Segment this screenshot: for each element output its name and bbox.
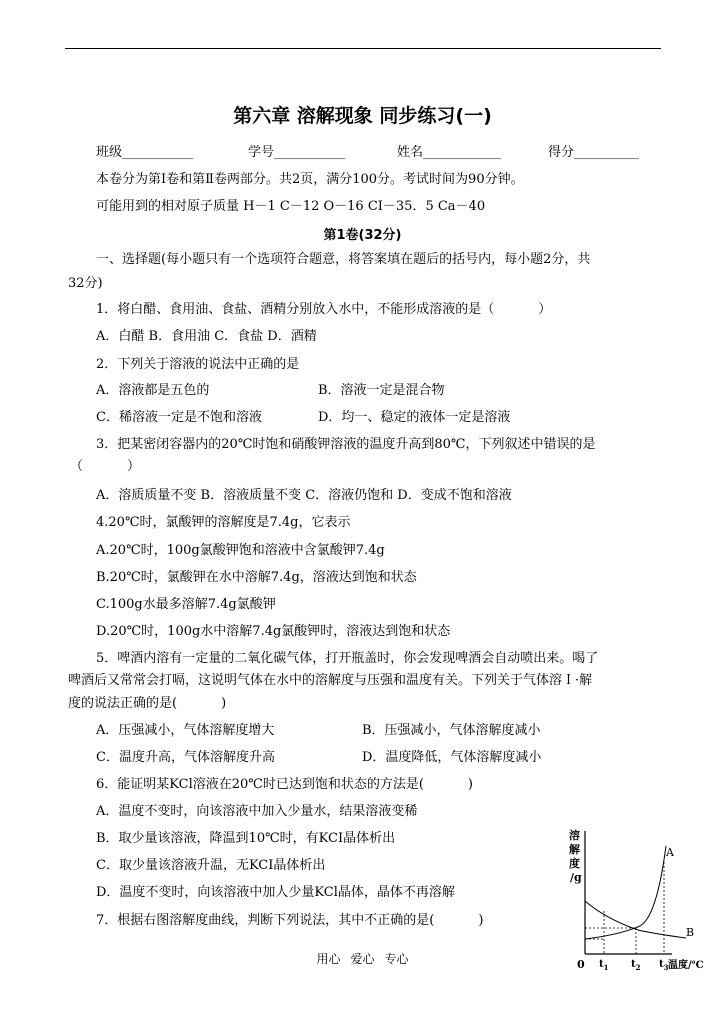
q5-option-b: B．压强减小，气体溶解度减小 (362, 723, 541, 738)
q6-close-paren: ) (467, 777, 473, 792)
instruction-line-1: 一、选择题(每小题只有一个选项符合题意，将答案填在题后的括号内，每小题2分，共 (96, 252, 591, 267)
q3-paren (70, 458, 140, 476)
origin-label: 0 (577, 958, 585, 971)
y-axis-label-3: 度 (569, 857, 580, 870)
q7-close-paren: ) (478, 913, 484, 928)
q2-option-b: B．溶液一定是混合物 (318, 383, 445, 398)
q2-stem: 2．下列关于溶液的说法中正确的是 (96, 357, 300, 372)
page-title: 第六章 溶解现象 同步练习(一) (233, 105, 492, 127)
q5-line-3 (68, 695, 226, 713)
q7-stem-text: 7．根据右图溶解度曲线，判断下列说法，其中不正确的是( (96, 913, 435, 928)
q6-option-d: D．温度不变时，向该溶液中加人少量KCl晶体，晶体不再溶解 (96, 885, 455, 900)
q5-option-a: A．压强减小，气体溶解度增大 (96, 723, 275, 738)
q5-line-3-text: 度的说法正确的是( (68, 696, 178, 711)
q2-option-c: C．稀溶液一定是不饱和溶液 (96, 410, 262, 425)
footer-word-2: 爱心 (350, 952, 375, 966)
tick-label-t2-sub: 2 (635, 963, 641, 972)
q5-line-2: 啤酒后又常常会打嗝，这说明气体在水中的溶解度与压强和温度有关。下列关于气体溶Ｉ·解 (68, 673, 593, 688)
curve-a-label: A (666, 846, 674, 859)
score-field: 得分__________ (548, 145, 640, 160)
q4-option-b: B.20℃时，氯酸钾在水中溶解7.4g，溶液达到饱和状态 (96, 570, 417, 585)
tick-label-t3-main: t (659, 959, 664, 970)
q7-stem (96, 912, 483, 930)
q4-stem: 4.20℃时，氯酸钾的溶解度是7.4g，它表示 (96, 515, 351, 530)
tick-label-t3-sub: 3 (663, 963, 669, 972)
q4-option-c: C.100g水最多溶解7.4g氯酸钾 (96, 597, 276, 612)
q4-option-d: D.20℃时，100g水中溶解7.4g氯酸钾时，溶液达到饱和状态 (96, 624, 451, 639)
class-field: 班级___________ (96, 145, 194, 160)
header-rule (65, 48, 661, 49)
tick-label-t1-main: t (599, 959, 604, 970)
q3-close-paren: ） (127, 459, 141, 474)
y-axis-label-4: /g (570, 871, 582, 884)
q6-stem (96, 776, 473, 794)
intro-line-1: 本卷分为第Ⅰ卷和第Ⅱ卷两部分。共2页，满分100分。考试时间为90分钟。 (96, 172, 524, 187)
q1-stem (96, 301, 551, 319)
q5-option-d: D．温度降低，气体溶解度减小 (362, 750, 542, 765)
curve-b-label: B (686, 926, 695, 939)
q3-stem: 3．把某密闭容器内的20℃时饱和硝酸钾溶液的温度升高到80℃，下列叙述中错误的是 (96, 437, 596, 452)
q6-stem-text: 6．能证明某KCl溶液在20℃时已达到饱和状态的方法是( (96, 777, 424, 792)
q3-options: A．溶质质量不变 B．溶液质量不变 C．溶液仍饱和 D．变成不饱和溶液 (96, 488, 512, 503)
student-number-field: 学号___________ (248, 145, 346, 160)
q5-close-paren: ) (221, 696, 227, 711)
footer-word-1: 用心 (316, 952, 341, 966)
q6-option-a: A．温度不变时，向该溶液中加入少量水，结果溶液变稀 (96, 804, 418, 819)
tick-label-t2-main: t (631, 959, 636, 970)
q4-option-a: A.20℃时，100g氯酸钾饱和溶液中含氯酸钾7.4g (96, 543, 385, 558)
section-title: 第1卷(32分) (323, 228, 402, 243)
q2-option-a: A．溶液都是五色的 (96, 383, 210, 398)
intro-line-2: 可能用到的相对原子质量 H－1 C－12 O－16 CI－35．5 Ca－40 (96, 199, 486, 214)
curve-b (585, 901, 686, 938)
q1-close-paren: ） (538, 302, 552, 317)
tick-label-t1-sub: 1 (603, 963, 609, 972)
y-axis-label-2: 解 (569, 843, 580, 856)
y-axis-label-1: 溶 (569, 829, 580, 842)
name-field: 姓名____________ (397, 145, 502, 160)
q5-line-1: 5．啤酒内溶有一定量的二氧化碳气体，打开瓶盖时，你会发现啤酒会自动喷出来。喝了 (96, 651, 599, 666)
q6-option-b: B．取少量该溶液，降温到10℃时，有KCI晶体析出 (96, 831, 396, 846)
q2-option-d: D．均一、稳定的液体一定是溶液 (318, 410, 511, 425)
footer-word-3: 专心 (384, 952, 409, 966)
q6-option-c: C．取少量该溶液升温，无KCI晶体析出 (96, 858, 326, 873)
q1-options: A．白醋 B．食用油 C．食盐 D．酒精 (96, 329, 317, 344)
q3-open-paren: （ (70, 459, 84, 474)
x-axis-label: 温度/℃ (668, 960, 704, 971)
instruction-line-2: 32分) (68, 276, 103, 291)
q1-stem-text: 1．将白醋、食用油、食盐、酒精分别放入水中，不能形成溶液的是（ (96, 302, 495, 317)
page-footer (0, 950, 725, 967)
q5-option-c: C．温度升高，气体溶解度升高 (96, 750, 275, 765)
